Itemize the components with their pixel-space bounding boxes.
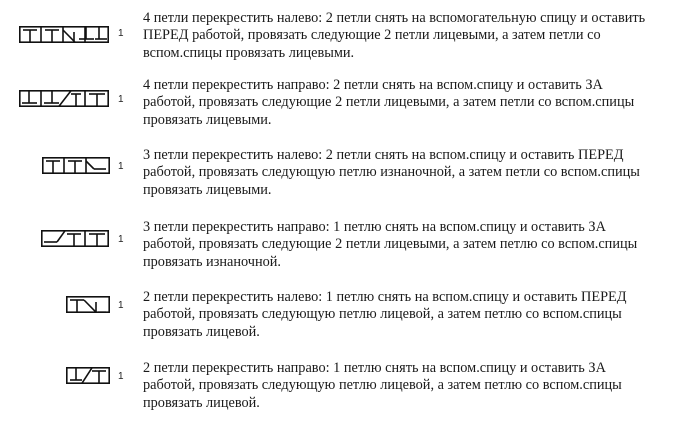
cross-2-left-symbol xyxy=(66,296,110,313)
cable-3-left-purl-symbol xyxy=(42,157,110,174)
legend-row-1-number: 1 xyxy=(118,28,124,39)
cable-4-right-symbol xyxy=(19,90,109,107)
cross-2-right-symbol xyxy=(66,367,110,384)
legend-row-6-text: 2 петли перекрестить направо: 1 петлю снять на вспом.спицу и оставить ЗА работой, провязать следующую петлю лицевой, а затем петлю со вспом.спицы провязать лицевой. xyxy=(143,360,622,411)
legend-row-3-number: 1 xyxy=(118,161,124,172)
legend-row-4-text: 3 петли перекрестить направо: 1 петлю снять на вспом.спицу и оставить ЗА работой, провязать следующие 2 петли лицевыми, а затем петлю со вспом.спицы провязать изнаночной. xyxy=(143,219,638,270)
legend-row-3-text: 3 петли перекрестить налево: 2 петли снять на вспом.спицу и оставить ПЕРЕД работой, провязать следующую петлю изнаночной, а затем петли со вспом.спицы провязать лицевыми. xyxy=(143,147,640,198)
cable-4-left-symbol xyxy=(19,26,109,43)
legend-row-1-text: 4 петли перекрестить налево: 2 петли снять на вспомогательную спицу и оставить ПЕРЕД работой, провязать следующие 2 петли лицевыми, а затем петли со вспом.спицы провязать лицевыми. xyxy=(143,10,646,61)
legend-row-5-number: 1 xyxy=(118,300,124,311)
cable-3-right-purl-symbol xyxy=(41,230,109,247)
legend-row-4-number: 1 xyxy=(118,234,124,245)
legend-row-5-text: 2 петли перекрестить налево: 1 петлю снять на вспом.спицу и оставить ПЕРЕД работой, провязать следующую петлю лицевой, а затем петлю со вспом.спицы провязать лицевой. xyxy=(143,289,627,340)
legend-row-2-number: 1 xyxy=(118,94,124,105)
legend-row-6-number: 1 xyxy=(118,371,124,382)
legend-row-2-text: 4 петли перекрестить направо: 2 петли снять на вспом.спицу и оставить ЗА работой, провязать следующие 2 петли лицевыми, а затем петли со вспом.спицы провязать лицевыми. xyxy=(143,77,635,128)
